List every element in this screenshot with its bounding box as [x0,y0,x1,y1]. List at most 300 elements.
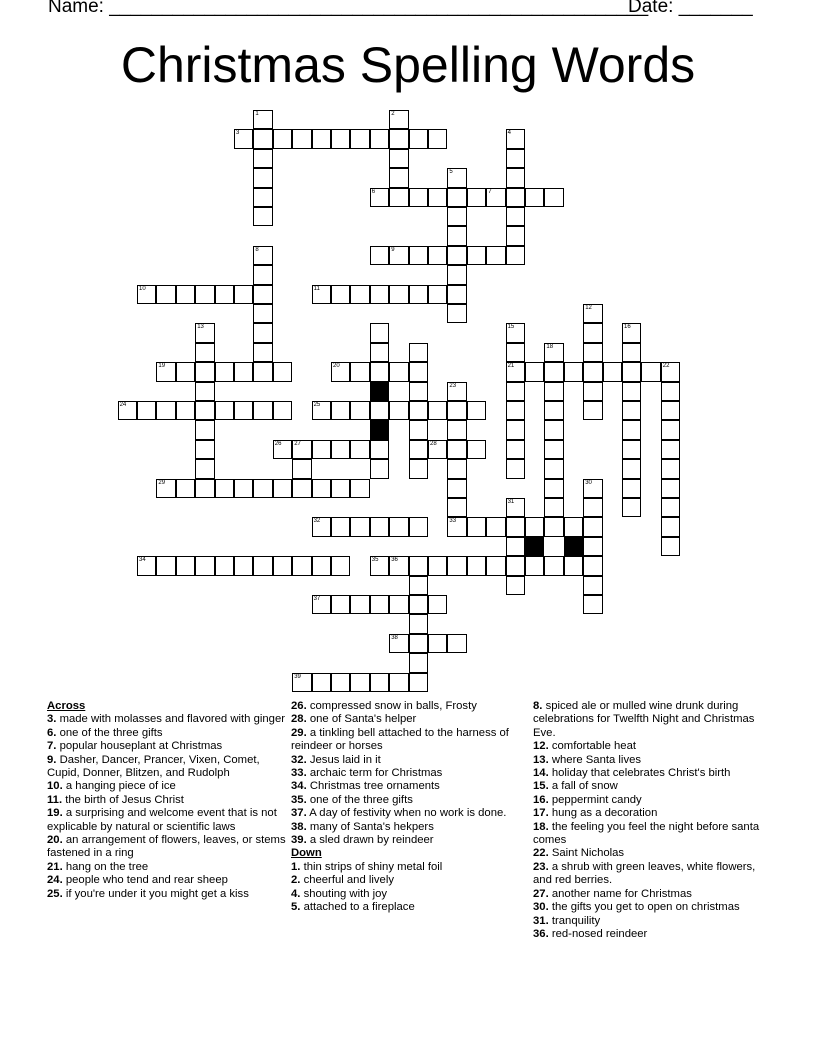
grid-cell[interactable] [506,323,525,342]
down-clue [533,794,773,807]
grid-cell[interactable] [622,323,641,342]
grid-cell[interactable] [312,440,331,459]
down-clue [291,861,531,874]
grid-cell[interactable] [312,517,331,536]
clue-text: the birth of Jesus Christ [65,793,184,806]
grid-cell[interactable] [195,420,214,439]
grid-cell[interactable] [312,595,331,614]
across-clue [47,713,287,726]
grid-cell[interactable] [506,556,525,575]
grid-cell[interactable] [661,498,680,517]
clue-number: 11 [313,285,320,292]
grid-cell[interactable] [544,459,563,478]
across-clue [291,807,531,820]
grid-cell[interactable] [506,382,525,401]
grid-cell[interactable] [447,556,466,575]
clue-num: 37. [291,807,307,820]
grid-cell[interactable] [622,401,641,420]
grid-cell[interactable] [331,517,350,536]
grid-cell[interactable] [447,479,466,498]
grid-cell[interactable] [661,420,680,439]
grid-cell[interactable] [583,517,602,536]
grid-cell[interactable] [253,362,272,381]
grid-cell[interactable] [506,343,525,362]
grid-cell[interactable] [409,634,428,653]
grid-cell[interactable] [583,498,602,517]
grid-cell[interactable] [234,285,253,304]
grid-cell[interactable] [137,556,156,575]
grid-cell[interactable] [389,634,408,653]
grid-cell[interactable] [253,343,272,362]
grid-cell[interactable] [409,653,428,672]
grid-cell[interactable] [195,323,214,342]
grid-cell[interactable] [506,420,525,439]
grid-cell[interactable] [622,498,641,517]
grid-cell[interactable] [331,362,350,381]
grid-cell[interactable] [661,517,680,536]
grid-cell[interactable] [428,285,447,304]
grid-cell[interactable] [195,362,214,381]
grid-cell[interactable] [312,401,331,420]
across-clue [47,794,287,807]
grid-cell[interactable] [447,188,466,207]
grid-cell[interactable] [409,595,428,614]
grid-cell[interactable] [506,401,525,420]
down-clue [533,767,773,780]
clue-number: 19 [158,363,166,370]
grid-cell[interactable] [409,576,428,595]
grid-cell[interactable] [583,362,602,381]
grid-cell[interactable] [176,285,195,304]
grid-cell[interactable] [312,285,331,304]
grid-cell[interactable] [622,382,641,401]
across-clue [47,888,287,901]
grid-cell[interactable] [389,168,408,187]
clue-number: 15 [507,324,515,331]
grid-cell[interactable] [544,343,563,362]
clue-text: one of the three gifts [309,793,413,806]
grid-cell[interactable] [215,362,234,381]
grid-cell[interactable] [428,129,447,148]
grid-cell[interactable] [331,479,350,498]
grid-cell[interactable] [176,479,195,498]
grid-cell[interactable] [312,479,331,498]
grid-cell[interactable] [389,110,408,129]
grid-cell[interactable] [215,285,234,304]
grid-cell[interactable] [350,440,369,459]
grid-cell[interactable] [506,537,525,556]
grid-cell[interactable] [447,382,466,401]
black-cell [370,382,389,401]
grid-cell[interactable] [253,265,272,284]
grid-cell[interactable] [253,129,272,148]
grid-cell[interactable] [409,459,428,478]
grid-cell[interactable] [370,401,389,420]
grid-cell[interactable] [370,188,389,207]
grid-cell[interactable] [544,382,563,401]
clue-text: hung as a decoration [551,807,658,820]
clue-num: 25. [47,887,63,900]
grid-cell[interactable] [506,188,525,207]
grid-cell[interactable] [273,129,292,148]
grid-cell[interactable] [544,517,563,536]
grid-cell[interactable] [273,556,292,575]
clue-num: 10. [47,780,63,793]
grid-cell[interactable] [564,556,583,575]
down-clue [291,874,531,887]
clue-number: 29 [158,479,166,486]
grid-cell[interactable] [447,634,466,653]
grid-cell[interactable] [234,479,253,498]
grid-cell[interactable] [661,362,680,381]
grid-cell[interactable] [409,343,428,362]
grid-cell[interactable] [370,673,389,692]
page-title: Christmas Spelling Words [120,37,696,93]
grid-cell[interactable] [486,517,505,536]
grid-cell[interactable] [428,188,447,207]
grid-cell[interactable] [409,673,428,692]
grid-cell[interactable] [370,459,389,478]
grid-cell[interactable] [253,479,272,498]
grid-cell[interactable] [525,188,544,207]
grid-cell[interactable] [350,285,369,304]
grid-cell[interactable] [253,168,272,187]
grid-cell[interactable] [409,614,428,633]
grid-cell[interactable] [583,382,602,401]
grid-cell[interactable] [661,440,680,459]
grid-cell[interactable] [467,517,486,536]
grid-cell[interactable] [253,149,272,168]
grid-cell[interactable] [273,401,292,420]
grid-cell[interactable] [525,517,544,536]
clue-number: 24 [119,402,127,408]
grid-cell[interactable] [467,401,486,420]
grid-cell[interactable] [467,556,486,575]
clue-text: cheerful and lively [303,874,394,887]
grid-cell[interactable] [370,285,389,304]
grid-cell[interactable] [486,556,505,575]
grid-cell[interactable] [118,401,137,420]
grid-cell[interactable] [331,440,350,459]
grid-cell[interactable] [661,537,680,556]
grid-cell[interactable] [370,362,389,381]
grid-cell[interactable] [389,673,408,692]
grid-cell[interactable] [583,343,602,362]
grid-cell[interactable] [544,362,563,381]
grid-cell[interactable] [506,207,525,226]
grid-cell[interactable] [389,401,408,420]
grid-cell[interactable] [195,479,214,498]
grid-cell[interactable] [428,556,447,575]
clue-number: 13 [197,324,204,331]
grid-cell[interactable] [389,517,408,536]
clue-number: 33 [449,518,457,525]
grid-cell[interactable] [447,459,466,478]
grid-cell[interactable] [292,440,311,459]
grid-cell[interactable] [409,440,428,459]
grid-cell[interactable] [583,576,602,595]
grid-cell[interactable] [409,285,428,304]
grid-cell[interactable] [253,246,272,265]
grid-cell[interactable] [525,362,544,381]
grid-cell[interactable] [486,188,505,207]
grid-cell[interactable] [370,343,389,362]
grid-cell[interactable] [195,285,214,304]
grid-cell[interactable] [409,401,428,420]
grid-cell[interactable] [409,246,428,265]
grid-cell[interactable] [253,323,272,342]
grid-cell[interactable] [467,246,486,265]
clue-text: thin strips of shiny metal foil [303,860,443,873]
grid-cell[interactable] [389,556,408,575]
grid-cell[interactable] [583,323,602,342]
clue-num: 34. [291,780,307,793]
grid-cell[interactable] [661,382,680,401]
grid-cell[interactable] [312,673,331,692]
grid-cell[interactable] [350,362,369,381]
grid-cell[interactable] [506,246,525,265]
grid-cell[interactable] [409,188,428,207]
grid-cell[interactable] [350,517,369,536]
grid-cell[interactable] [544,188,563,207]
grid-cell[interactable] [253,285,272,304]
grid-cell[interactable] [370,556,389,575]
grid-cell[interactable] [583,479,602,498]
down-clue [533,754,773,767]
grid-cell[interactable] [661,459,680,478]
grid-cell[interactable] [370,323,389,342]
grid-cell[interactable] [156,556,175,575]
grid-cell[interactable] [156,362,175,381]
grid-cell[interactable] [370,517,389,536]
grid-cell[interactable] [176,401,195,420]
grid-cell[interactable] [409,420,428,439]
grid-cell[interactable] [253,110,272,129]
clue-text: Dasher, Dancer, Prancer, Vixen, Comet, Cupid, Donner, Blitzen, and Rudolph [47,753,260,780]
grid-cell[interactable] [234,556,253,575]
grid-cell[interactable] [370,246,389,265]
clue-text: a tinkling bell attached to the harness of reindeer or horses [291,726,509,753]
grid-cell[interactable] [467,440,486,459]
grid-cell[interactable] [350,129,369,148]
grid-cell[interactable] [234,129,253,148]
grid-cell[interactable] [447,304,466,323]
grid-cell[interactable] [176,556,195,575]
grid-cell[interactable] [447,420,466,439]
grid-cell[interactable] [292,129,311,148]
grid-cell[interactable] [292,673,311,692]
grid-cell[interactable] [409,556,428,575]
grid-cell[interactable] [253,188,272,207]
grid-cell[interactable] [447,265,466,284]
clue-num: 24. [47,874,63,887]
grid-cell[interactable] [350,673,369,692]
clue-number: 26 [274,440,282,447]
clue-column-3 [533,700,773,941]
clue-text: Saint Nicholas [551,847,625,860]
grid-cell[interactable] [370,129,389,148]
grid-cell[interactable] [661,479,680,498]
grid-cell[interactable] [273,479,292,498]
grid-cell[interactable] [253,304,272,323]
grid-cell[interactable] [292,556,311,575]
grid-cell[interactable] [506,576,525,595]
grid-cell[interactable] [467,188,486,207]
grid-cell[interactable] [447,517,466,536]
grid-cell[interactable] [447,498,466,517]
grid-cell[interactable] [389,129,408,148]
grid-cell[interactable] [215,479,234,498]
across-clue [291,754,531,767]
grid-cell[interactable] [350,595,369,614]
grid-cell[interactable] [389,246,408,265]
grid-cell[interactable] [292,459,311,478]
grid-cell[interactable] [544,401,563,420]
grid-cell[interactable] [312,556,331,575]
grid-cell[interactable] [447,226,466,245]
grid-cell[interactable] [273,440,292,459]
clue-text: red-nosed reindeer [551,927,648,940]
grid-cell[interactable] [447,207,466,226]
grid-cell[interactable] [234,401,253,420]
grid-cell[interactable] [195,382,214,401]
grid-cell[interactable] [389,595,408,614]
grid-cell[interactable] [389,362,408,381]
grid-cell[interactable] [622,343,641,362]
grid-cell[interactable] [156,401,175,420]
grid-cell[interactable] [409,382,428,401]
grid-cell[interactable] [312,129,331,148]
grid-cell[interactable] [506,129,525,148]
grid-cell[interactable] [331,556,350,575]
grid-cell[interactable] [661,401,680,420]
clue-num: 12. [533,740,549,753]
grid-cell[interactable] [622,440,641,459]
grid-cell[interactable] [603,362,622,381]
clue-num: 15. [533,780,549,793]
grid-cell[interactable] [350,401,369,420]
grid-cell[interactable] [583,304,602,323]
grid-cell[interactable] [350,479,369,498]
grid-cell[interactable] [564,362,583,381]
grid-cell[interactable] [195,440,214,459]
grid-cell[interactable] [195,401,214,420]
grid-cell[interactable] [583,556,602,575]
clue-text: peppermint candy [551,793,642,806]
grid-cell[interactable] [544,498,563,517]
grid-cell[interactable] [564,517,583,536]
grid-cell[interactable] [215,556,234,575]
grid-cell[interactable] [506,362,525,381]
clue-text: one of Santa's helper [309,713,417,726]
grid-cell[interactable] [447,440,466,459]
grid-cell[interactable] [409,362,428,381]
grid-cell[interactable] [389,285,408,304]
clue-text: a hanging piece of ice [65,780,176,793]
grid-cell[interactable] [409,517,428,536]
grid-cell[interactable] [156,285,175,304]
grid-cell[interactable] [253,207,272,226]
grid-cell[interactable] [486,246,505,265]
grid-cell[interactable] [506,459,525,478]
grid-cell[interactable] [506,517,525,536]
grid-cell[interactable] [428,634,447,653]
grid-cell[interactable] [583,595,602,614]
grid-cell[interactable] [253,401,272,420]
grid-cell[interactable] [428,595,447,614]
grid-cell[interactable] [370,440,389,459]
grid-cell[interactable] [389,188,408,207]
grid-cell[interactable] [137,401,156,420]
grid-cell[interactable] [622,479,641,498]
clue-num: 38. [291,820,307,833]
grid-cell[interactable] [331,285,350,304]
grid-cell[interactable] [583,401,602,420]
grid-cell[interactable] [622,459,641,478]
grid-cell[interactable] [447,285,466,304]
grid-cell[interactable] [195,343,214,362]
grid-cell[interactable] [447,401,466,420]
grid-cell[interactable] [447,168,466,187]
grid-cell[interactable] [195,556,214,575]
clue-num: 30. [533,901,549,914]
grid-cell[interactable] [428,440,447,459]
grid-cell[interactable] [428,401,447,420]
grid-cell[interactable] [292,479,311,498]
grid-cell[interactable] [409,129,428,148]
grid-cell[interactable] [156,479,175,498]
across-clue [47,874,287,887]
grid-cell[interactable] [583,537,602,556]
across-clue [47,861,287,874]
grid-cell[interactable] [641,362,660,381]
grid-cell[interactable] [253,556,272,575]
clue-num: 36. [533,927,549,940]
grid-cell[interactable] [506,168,525,187]
grid-cell[interactable] [331,595,350,614]
grid-cell[interactable] [506,149,525,168]
grid-cell[interactable] [447,246,466,265]
grid-cell[interactable] [273,362,292,381]
grid-cell[interactable] [506,498,525,517]
across-clue [47,740,287,753]
grid-cell[interactable] [331,673,350,692]
grid-cell[interactable] [525,556,544,575]
grid-cell[interactable] [544,556,563,575]
grid-cell[interactable] [234,362,253,381]
clue-number: 20 [333,363,340,370]
across-clue [291,780,531,793]
grid-cell[interactable] [370,595,389,614]
grid-cell[interactable] [215,401,234,420]
grid-cell[interactable] [389,149,408,168]
grid-cell[interactable] [195,459,214,478]
grid-cell[interactable] [544,420,563,439]
grid-cell[interactable] [176,362,195,381]
grid-cell[interactable] [428,246,447,265]
grid-cell[interactable] [506,440,525,459]
grid-cell[interactable] [622,362,641,381]
grid-cell[interactable] [506,226,525,245]
clue-number: 30 [585,479,592,486]
clue-number: 22 [662,363,670,370]
grid-cell[interactable] [544,440,563,459]
grid-cell[interactable] [331,401,350,420]
grid-cell[interactable] [622,420,641,439]
grid-cell[interactable] [331,129,350,148]
grid-cell[interactable] [544,479,563,498]
grid-cell[interactable] [137,285,156,304]
